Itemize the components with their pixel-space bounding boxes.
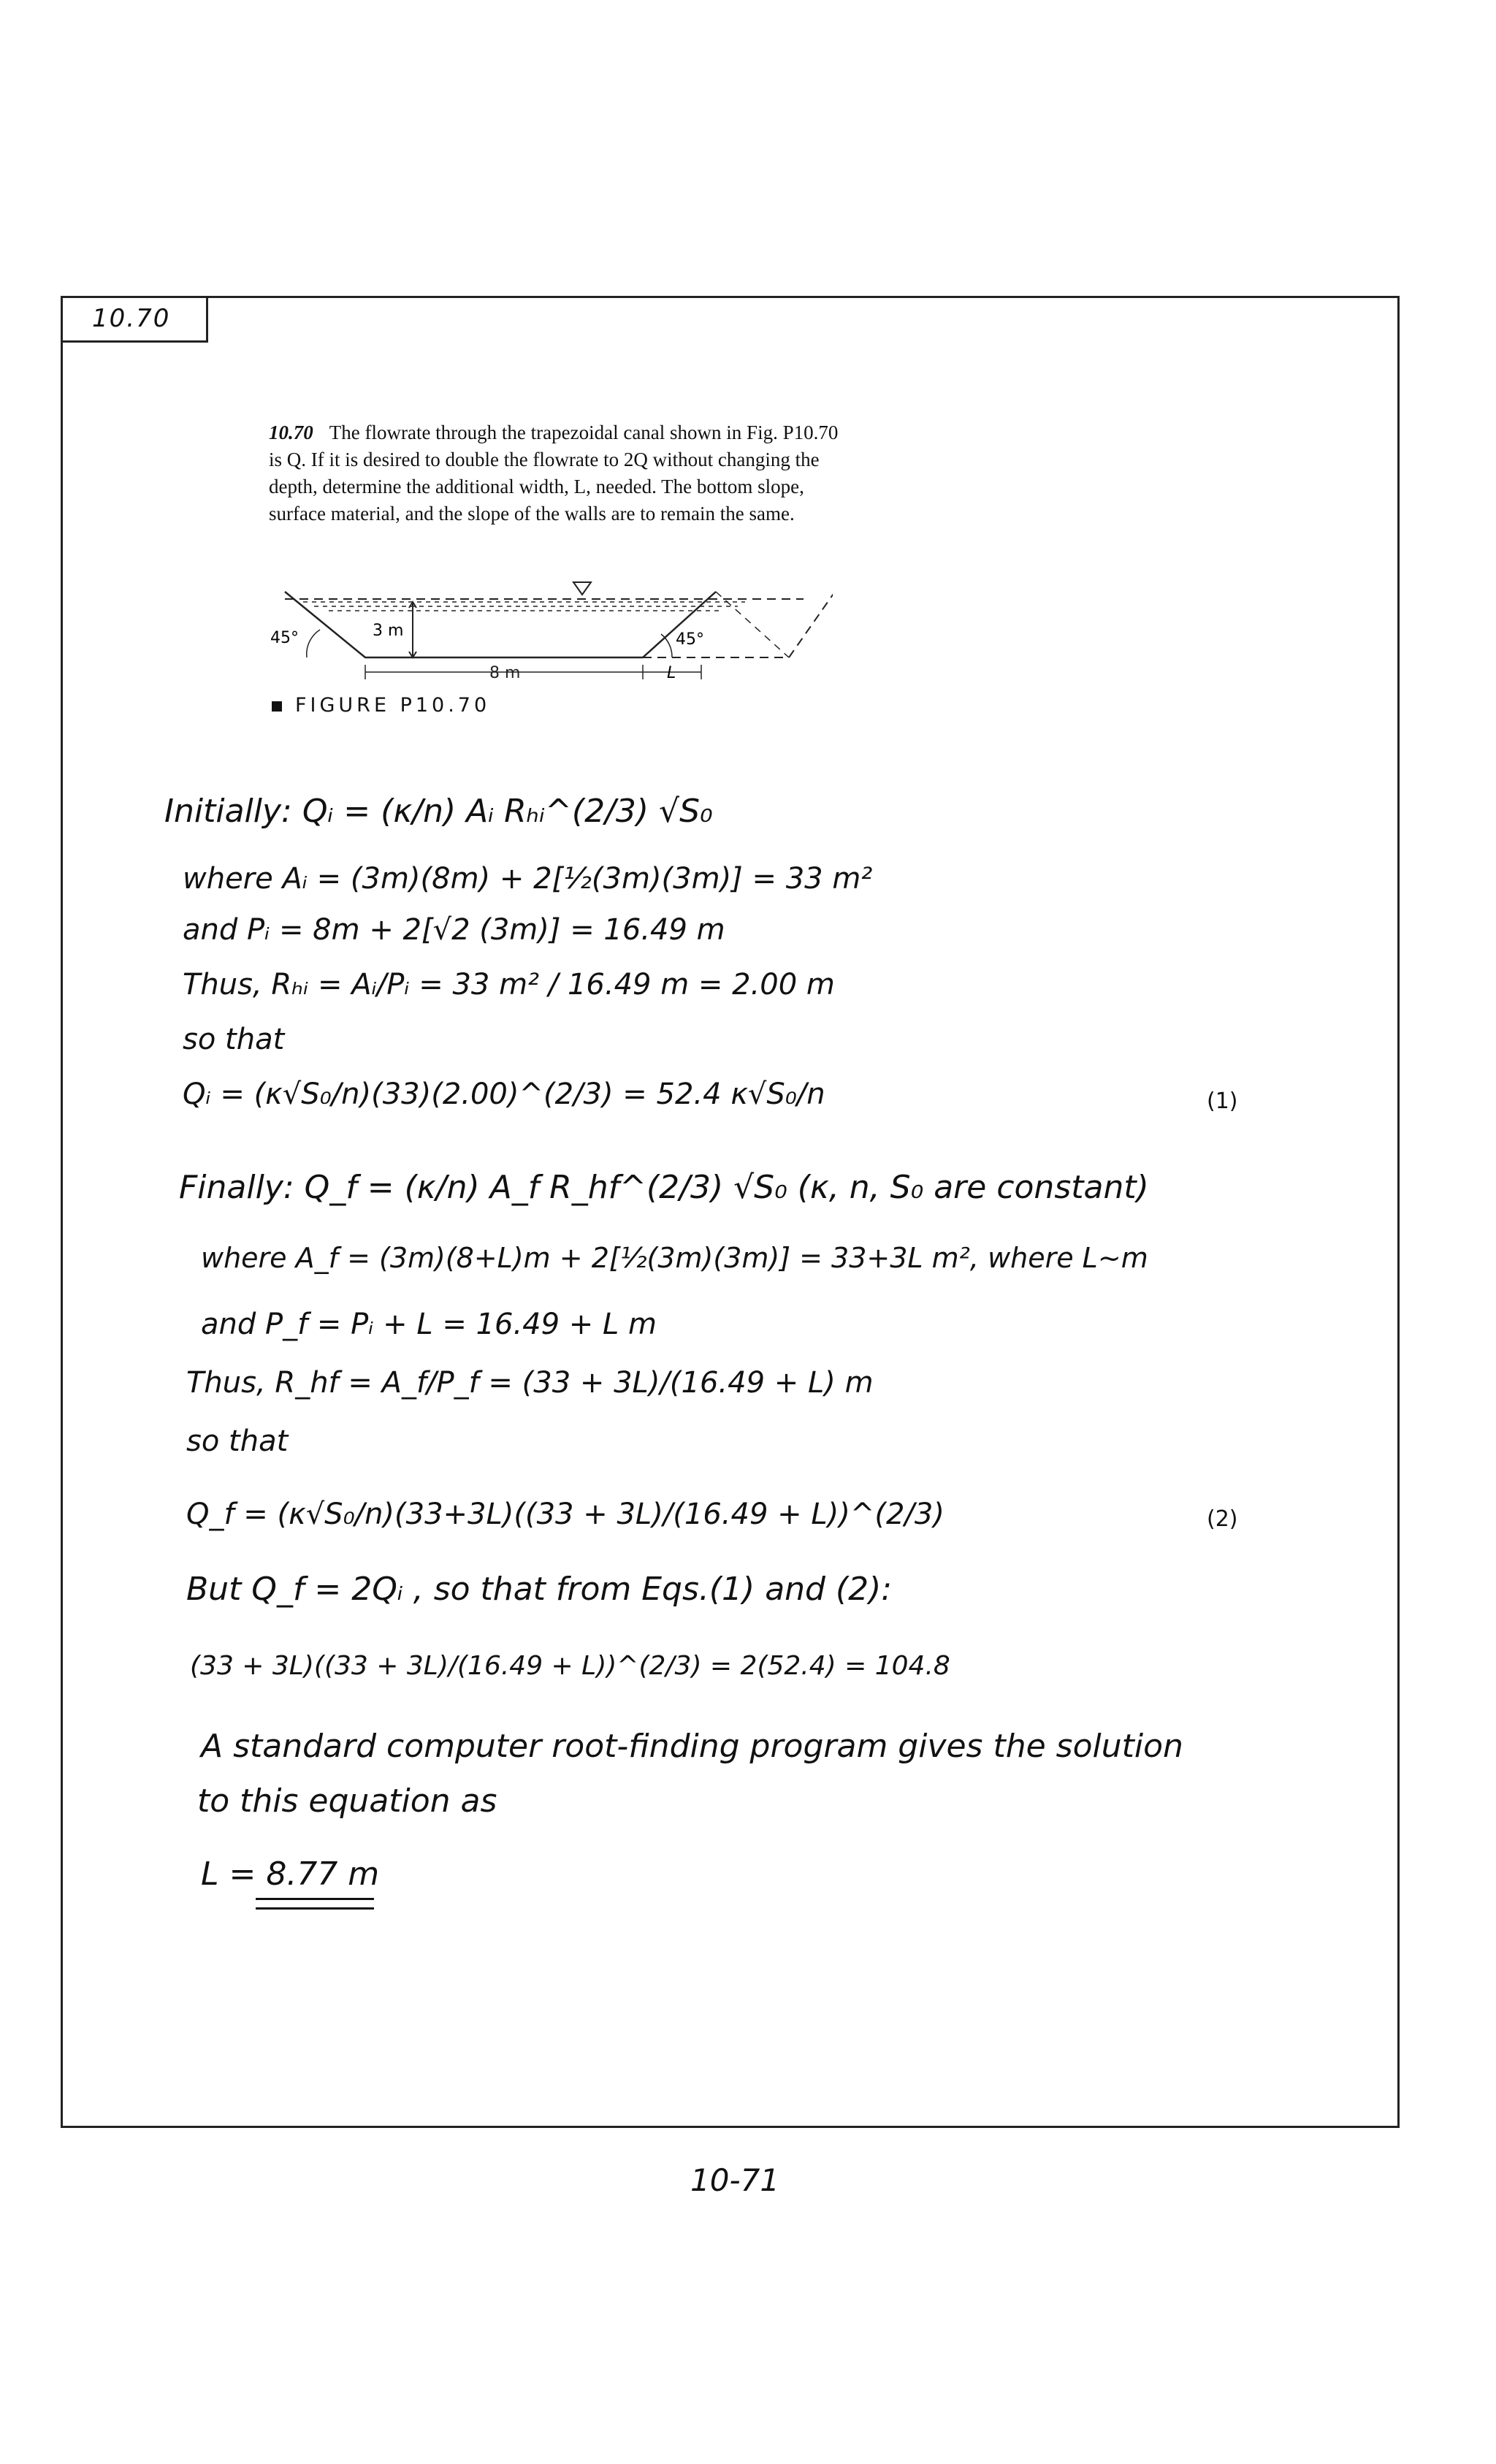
answer-double-underline bbox=[256, 1898, 374, 1910]
answer: L = 8.77 m bbox=[201, 1855, 380, 1893]
angle-right-label: 45° bbox=[676, 630, 704, 649]
figure-caption bbox=[272, 694, 490, 717]
equation-number-2: (2) bbox=[1207, 1506, 1238, 1532]
q-initial-line: Qᵢ = (κ√S₀/n)(33)(2.00)^(2/3) = 52.4 κ√S₀/n bbox=[183, 1077, 825, 1111]
area-final-line: where A_f = (3m)(8+L)m + 2[½(3m)(3m)] = 33+3L m², where L~m bbox=[201, 1242, 1148, 1274]
area-initial-line: where Aᵢ = (3m)(8m) + 2[½(3m)(3m)] = 33 m² bbox=[183, 862, 873, 896]
caption-square-icon bbox=[272, 701, 282, 712]
extra-width-label: L bbox=[667, 664, 676, 682]
bottom-width-label: 8 m bbox=[489, 664, 521, 682]
figure-caption-text: FIGURE P10.70 bbox=[295, 694, 491, 717]
angle-left-label: 45° bbox=[270, 629, 299, 647]
root-text-line-1: A standard computer root-finding program gives the solution bbox=[201, 1728, 1183, 1765]
page-number: 10-71 bbox=[690, 2162, 780, 2198]
depth-label: 3 m bbox=[373, 622, 404, 640]
finally-line: Finally: Q_f = (κ/n) A_f R_hf^(2/3) √S₀ (κ, n, S₀ are constant) bbox=[179, 1169, 1149, 1206]
q-final-line: Q_f = (κ√S₀/n)(33+3L)((33 + 3L)/(16.49 + L))^(2/3) bbox=[186, 1498, 944, 1531]
perimeter-final-line: and P_f = Pᵢ + L = 16.49 + L m bbox=[201, 1308, 657, 1341]
problem-statement-text: The flowrate through the trapezoidal canal shown in Fig. P10.70 is Q. If it is desired to double the flowrate to 2Q without changing the depth, determine the additional width, L, needed. The bottom slope, surface material, and the slope of the walls are to remain the same. bbox=[269, 422, 839, 525]
equation-number-1: (1) bbox=[1207, 1088, 1238, 1114]
final-equation: (33 + 3L)((33 + 3L)/(16.49 + L))^(2/3) = 2(52.4) = 104.8 bbox=[190, 1651, 950, 1681]
so-that-2: so that bbox=[186, 1424, 289, 1458]
rh-initial-line: Thus, Rₕᵢ = Aᵢ/Pᵢ = 33 m² / 16.49 m = 2.00 m bbox=[183, 968, 835, 1002]
rh-final-line: Thus, R_hf = A_f/P_f = (33 + 3L)/(16.49 + L) m bbox=[186, 1366, 874, 1400]
problem-number-box bbox=[61, 296, 208, 343]
root-text-line-2: to this equation as bbox=[197, 1782, 497, 1820]
problem-statement-number: 10.70 bbox=[269, 422, 313, 443]
perimeter-initial-line: and Pᵢ = 8m + 2[√2 (3m)] = 16.49 m bbox=[183, 913, 725, 947]
so-that-1: so that bbox=[183, 1023, 285, 1056]
problem-number: 10.70 bbox=[92, 304, 171, 333]
water-surface-icon bbox=[573, 582, 591, 595]
problem-statement bbox=[269, 419, 853, 527]
canal-figure bbox=[263, 570, 833, 694]
but-line: But Q_f = 2Qᵢ , so that from Eqs.(1) and (2): bbox=[186, 1571, 893, 1608]
initially-line: Initially: Qᵢ = (κ/n) Aᵢ Rₕᵢ^(2/3) √S₀ bbox=[164, 793, 713, 830]
